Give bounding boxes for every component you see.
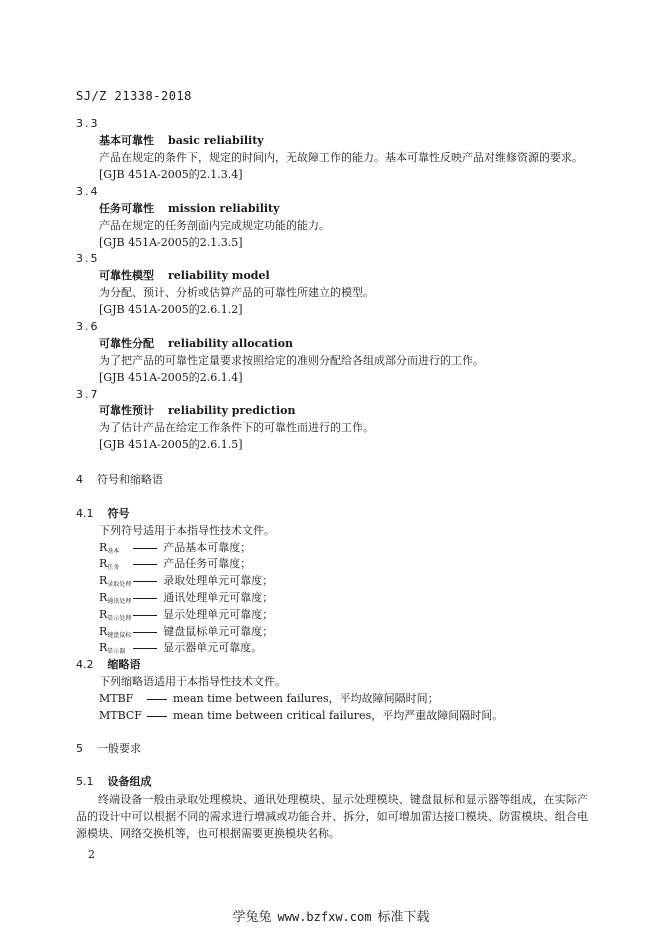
chapter-title: 一般要求 (97, 742, 141, 755)
term-english: reliability prediction (168, 404, 296, 417)
dash (133, 632, 157, 633)
page-number: 2 (88, 848, 95, 861)
symbol-description: 通讯处理单元可靠度； (163, 591, 274, 604)
term-reference: [GJB 451A-2005的2.1.3.4] (99, 168, 243, 181)
abbreviation-row (99, 692, 439, 706)
footer-tagline: 标准下载 (377, 910, 430, 925)
symbol-subscript: 键盘鼠标 (107, 632, 132, 639)
section-number: 3.4 (76, 185, 100, 198)
term-english: reliability allocation (168, 337, 294, 350)
term-definition: 产品在规定的任务剖面内完成规定功能的能力。 (99, 219, 330, 232)
subsection-intro: 下列符号适用于本指导性技术文件。 (99, 524, 275, 537)
chapter-number: 5 (76, 742, 83, 755)
symbol-subscript: 显示处理 (107, 615, 132, 622)
term-definition: 为了把产品的可靠性定量要求按照给定的准则分配给各组成部分而进行的工作。 (99, 354, 484, 367)
abbreviation-description: mean time between critical failures，平均严重故障间隔时间。 (173, 709, 504, 722)
section-number: 3.7 (76, 388, 100, 401)
subsection-number: 4.2 (76, 658, 94, 671)
symbol-description: 显示处理单元可靠度； (163, 608, 274, 621)
symbol-row (99, 608, 273, 626)
chapter-heading (76, 742, 141, 756)
term-definition: 为了估计产品在给定工作条件下的可靠性而进行的工作。 (99, 421, 374, 434)
dash (133, 648, 157, 649)
subsection-intro: 下列缩略语适用于本指导性技术文件。 (99, 675, 286, 688)
abbreviation: MTBCF (99, 709, 142, 722)
symbol-row (99, 641, 262, 659)
term-chinese: 可靠性预计 (99, 404, 154, 417)
section-number: 3.3 (76, 117, 100, 130)
term-chinese: 可靠性模型 (99, 269, 154, 282)
symbol-row (99, 574, 273, 592)
symbol-base: R (99, 608, 108, 621)
term-english: reliability model (168, 269, 270, 282)
term-reference: [GJB 451A-2005的2.6.1.4] (99, 371, 243, 384)
symbol-description: 产品基本可靠度； (163, 541, 252, 554)
body-paragraph: 终端设备一般由录取处理模块、通讯处理模块、显示处理模块、键盘鼠标和显示器等组成，在实际产品的设计中可以根据不同的需求进行增减或功能合并、拆分，如可增加雷达接口模块、防雷模块、组合电源模块、网络交换机等，也可根据需要更换模块名称。 (76, 793, 588, 840)
symbol-base: R (99, 641, 108, 654)
dash (133, 615, 157, 616)
symbol-subscript: 任务 (107, 564, 120, 571)
dash (133, 564, 157, 565)
symbol-subscript: 显示器 (107, 648, 126, 655)
term-heading (99, 269, 270, 283)
symbol-subscript: 录取处理 (107, 581, 132, 588)
symbol-base: R (99, 591, 108, 604)
symbol-subscript: 通讯处理 (107, 598, 132, 605)
dash (133, 581, 157, 582)
subsection-heading (76, 507, 130, 521)
symbol-description: 录取处理单元可靠度； (163, 574, 274, 587)
term-heading (99, 202, 280, 216)
chapter-number: 4 (76, 473, 83, 486)
subsection-heading (76, 775, 152, 789)
abbreviation-row (99, 709, 503, 723)
symbol-description: 键盘鼠标单元可靠度； (163, 625, 274, 638)
term-reference: [GJB 451A-2005的2.6.1.2] (99, 303, 243, 316)
dash (133, 598, 157, 599)
term-heading (99, 404, 295, 418)
term-chinese: 可靠性分配 (99, 337, 154, 350)
term-definition: 产品在规定的条件下，规定的时间内，无故障工作的能力。基本可靠性反映产品对维修资源的要求。 (99, 151, 583, 164)
abbreviation: MTBF (99, 692, 134, 705)
subsection-title: 设备组成 (107, 775, 152, 788)
symbol-row (99, 591, 273, 609)
subsection-number: 4.1 (76, 507, 94, 520)
watermark-footer (0, 906, 662, 925)
symbol-base: R (99, 625, 108, 638)
footer-site-name: 学兔兔 (232, 910, 272, 925)
term-definition: 为分配、预计、分析或估算产品的可靠性所建立的模型。 (99, 286, 374, 299)
term-english: basic reliability (168, 134, 264, 147)
abbreviation-description: mean time between failures，平均故障间隔时间； (173, 692, 439, 705)
term-chinese: 基本可靠性 (99, 134, 154, 147)
term-reference: [GJB 451A-2005的2.6.1.5] (99, 438, 243, 451)
term-heading (99, 337, 293, 351)
symbol-base: R (99, 557, 108, 570)
subsection-heading (76, 658, 141, 672)
symbol-row (99, 557, 251, 575)
document-code: SJ/Z 21338-2018 (76, 89, 192, 103)
section-number: 3.6 (76, 320, 100, 333)
term-chinese: 任务可靠性 (99, 202, 154, 215)
symbol-description: 显示器单元可靠度。 (163, 641, 263, 654)
dash (147, 699, 167, 700)
symbol-base: R (99, 574, 108, 587)
term-reference: [GJB 451A-2005的2.1.3.5] (99, 236, 243, 249)
chapter-heading (76, 473, 163, 487)
subsection-title: 符号 (107, 507, 130, 520)
symbol-subscript: 基本 (107, 548, 120, 555)
term-heading (99, 134, 264, 148)
term-english: mission reliability (168, 202, 280, 215)
subsection-number: 5.1 (76, 775, 94, 788)
chapter-title: 符号和缩略语 (97, 473, 163, 486)
dash (133, 548, 157, 549)
symbol-description: 产品任务可靠度； (163, 557, 252, 570)
section-number: 3.5 (76, 252, 100, 265)
symbol-base: R (99, 541, 108, 554)
dash (147, 716, 167, 717)
footer-url[interactable]: www.bzfxw.com (277, 910, 372, 924)
subsection-title: 缩略语 (107, 658, 141, 671)
